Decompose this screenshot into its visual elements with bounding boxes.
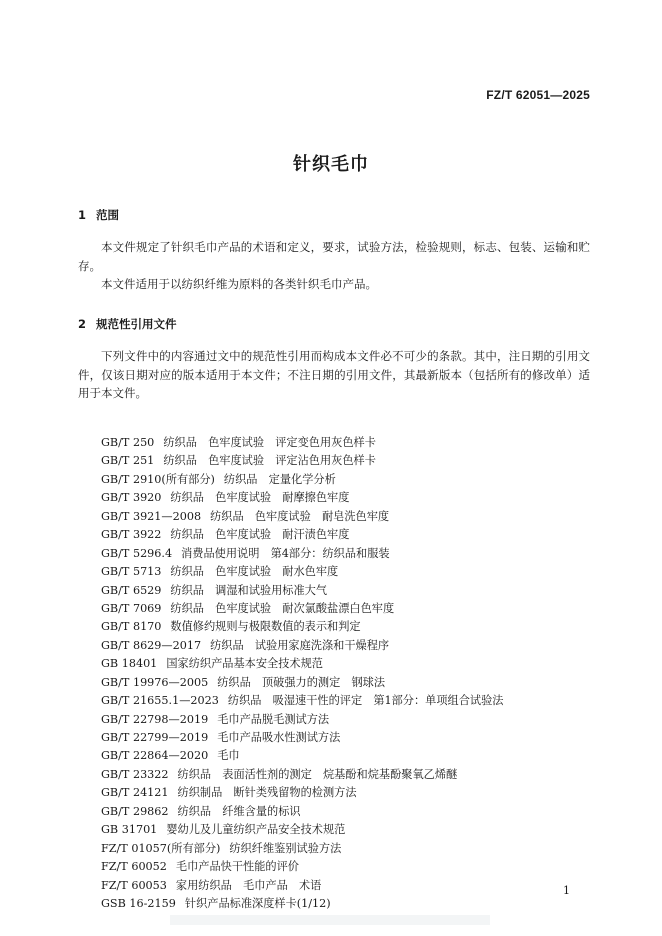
reference-title: 纺织品 纤维含量的标识	[177, 804, 301, 818]
reference-title: 纺织品 表面活性剂的测定 烷基酚和烷基酚聚氧乙烯醚	[177, 767, 458, 781]
reference-item	[101, 803, 504, 821]
reference-title: 纺织品 色牢度试验 耐水色牢度	[170, 565, 339, 579]
reference-code: GB/T 5296.4	[101, 546, 173, 560]
reference-code: GB/T 24121	[101, 786, 169, 800]
reference-code: GB/T 21655.1—2023	[101, 694, 219, 708]
reference-item	[101, 674, 504, 692]
reference-item	[101, 563, 504, 581]
reference-item	[101, 766, 504, 784]
section-heading-scope	[78, 207, 119, 223]
section-heading-normative-references	[78, 316, 177, 332]
reference-item	[101, 655, 504, 673]
reference-title: 纺织品 调湿和试验用标准大气	[170, 583, 328, 597]
reference-code: GSB 16-2159	[101, 896, 176, 910]
reference-code: GB/T 22798—2019	[101, 712, 209, 726]
section-number: 2	[78, 317, 87, 331]
reference-title: 纺织制品 断针类残留物的检测方法	[177, 786, 357, 800]
reference-title: 纺织品 色牢度试验 耐皂洗色牢度	[210, 509, 390, 523]
reference-code: FZ/T 60053	[101, 878, 167, 892]
reference-item	[101, 471, 504, 489]
reference-item	[101, 434, 504, 452]
reference-code: GB/T 23322	[101, 767, 169, 781]
reference-title: 家用纺织品 毛巾产品 术语	[175, 878, 322, 892]
reference-item	[101, 452, 504, 470]
reference-title: 纺织品 色牢度试验 评定沾色用灰色样卡	[163, 454, 376, 468]
reference-code: GB/T 250	[101, 436, 155, 449]
reference-title: 数值修约规则与极限数值的表示和判定	[170, 620, 361, 634]
reference-code: FZ/T 60052	[101, 860, 167, 874]
reference-title: 毛巾产品快干性能的评价	[175, 860, 299, 874]
reference-item	[101, 489, 504, 507]
reference-item	[101, 600, 504, 618]
reference-code: GB/T 29862	[101, 804, 169, 818]
reference-code: GB/T 6529	[101, 583, 162, 597]
reference-title: 纺织品 色牢度试验 耐汗渍色牢度	[170, 528, 350, 542]
reference-title: 毛巾产品吸水性测试方法	[217, 731, 341, 744]
reference-code: GB/T 19976—2005	[101, 675, 209, 689]
reference-item	[101, 618, 504, 636]
reference-code: FZ/T 01057(所有部分)	[101, 841, 221, 855]
reference-title: 纺织品 吸湿速干性的评定 第1部分：单项组合试验法	[227, 694, 504, 708]
reference-title: 国家纺织产品基本安全技术规范	[166, 657, 323, 671]
reference-code: GB/T 2910(所有部分)	[101, 472, 215, 486]
reference-code: GB/T 7069	[101, 601, 162, 615]
reference-code: GB/T 8629—2017	[101, 638, 202, 652]
reference-item	[101, 526, 504, 544]
reference-title: 纺织品 定量化学分析	[223, 472, 336, 486]
reference-title: 毛巾产品脱毛测试方法	[217, 712, 330, 726]
scope-paragraph-1: 本文件规定了针织毛巾产品的术语和定义，要求，试验方法，检验规则，标志、包装、运输和贮存。	[78, 240, 590, 273]
reference-code: GB/T 5713	[101, 565, 162, 579]
reference-code: GB/T 22799—2019	[101, 731, 209, 744]
footer-watermark-strip	[170, 915, 490, 925]
reference-code: GB/T 3920	[101, 491, 162, 505]
page-number: 1	[563, 884, 570, 897]
reference-item	[101, 747, 504, 765]
reference-title: 纺织纤维鉴别试验方法	[229, 841, 342, 855]
reference-title: 纺织品 色牢度试验 耐次氯酸盐漂白色牢度	[170, 601, 395, 615]
reference-code: GB/T 8170	[101, 620, 162, 634]
reference-item	[101, 840, 504, 858]
reference-code: GB/T 3922	[101, 528, 162, 542]
reference-code: GB 31701	[101, 823, 158, 837]
reference-title: 毛巾	[217, 749, 240, 763]
reference-item	[101, 784, 504, 802]
reference-item	[101, 545, 504, 563]
standard-code: FZ/T 62051—2025	[486, 88, 590, 102]
reference-item	[101, 858, 504, 876]
reference-title: 纺织品 色牢度试验 评定变色用灰色样卡	[163, 436, 376, 449]
reference-list	[101, 434, 504, 913]
reference-item	[101, 895, 504, 913]
reference-item	[101, 508, 504, 526]
section-title: 规范性引用文件	[96, 317, 177, 331]
scope-paragraph-2: 本文件适用于以纺织纤维为原料的各类针织毛巾产品。	[101, 277, 377, 291]
reference-title: 婴幼儿及儿童纺织产品安全技术规范	[166, 823, 346, 837]
reference-title: 消费品使用说明 第4部分：纺织品和服装	[181, 546, 390, 560]
reference-code: GB/T 3921—2008	[101, 509, 202, 523]
section-number: 1	[78, 208, 87, 222]
reference-code: GB/T 22864—2020	[101, 749, 209, 763]
reference-title: 针织产品标准深度样卡(1/12)	[184, 896, 331, 910]
section-title: 范围	[96, 208, 119, 222]
reference-item	[101, 711, 504, 729]
reference-item	[101, 729, 504, 747]
reference-title: 纺织品 色牢度试验 耐摩擦色牢度	[170, 491, 350, 505]
reference-item	[101, 821, 504, 839]
references-intro-paragraph: 下列文件中的内容通过文中的规范性引用而构成本文件必不可少的条款。其中，注日期的引用文件，仅该日期对应的版本适用于本文件；不注日期的引用文件，其最新版本（包括所有的修改单）适用于本文件。	[78, 349, 590, 400]
reference-title: 纺织品 顶破强力的测定 钢球法	[217, 675, 386, 689]
reference-item	[101, 877, 504, 895]
reference-item	[101, 692, 504, 710]
reference-title: 纺织品 试验用家庭洗涤和干燥程序	[210, 638, 390, 652]
document-title: 针织毛巾	[293, 154, 369, 175]
reference-item	[101, 637, 504, 655]
reference-code: GB/T 251	[101, 454, 155, 468]
reference-item	[101, 582, 504, 600]
reference-code: GB 18401	[101, 657, 158, 671]
